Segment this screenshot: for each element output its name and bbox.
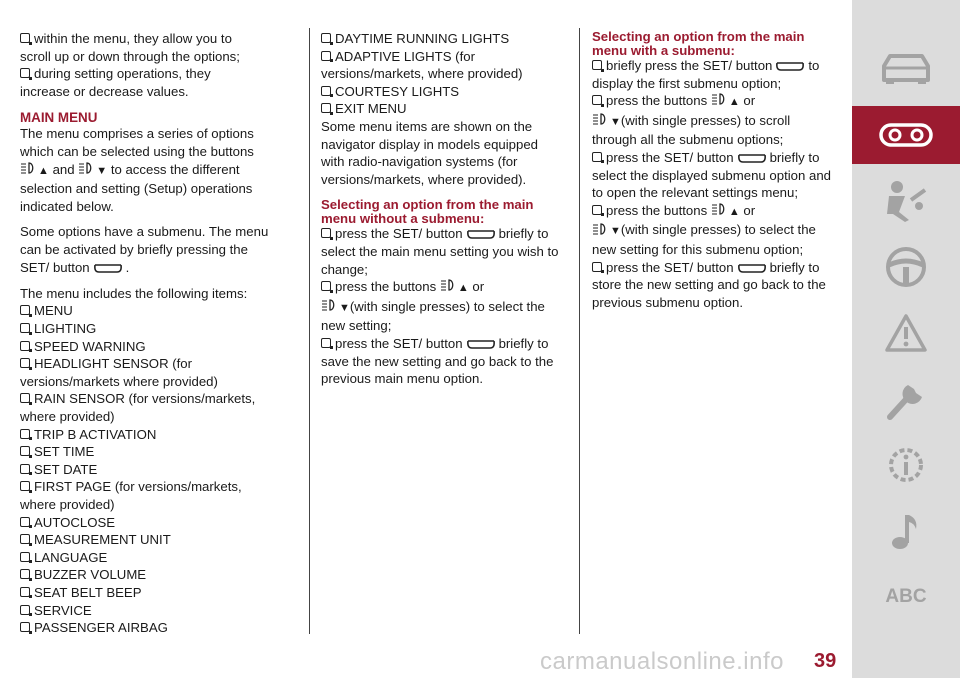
car-icon[interactable] bbox=[852, 40, 960, 98]
bullet-square-icon bbox=[321, 103, 331, 113]
paragraph: The menu includes the following items: bbox=[20, 285, 248, 301]
warning-icon[interactable] bbox=[852, 304, 960, 362]
menu-list-item: MEASUREMENT UNIT bbox=[20, 531, 303, 549]
menu-list-item: AUTOCLOSE bbox=[20, 514, 303, 532]
paragraph: Some options have a submenu. The menu can be activated by briefly pressing the SET/ button . bbox=[20, 223, 303, 277]
set-button-icon bbox=[90, 259, 126, 277]
chapter-sidebar bbox=[852, 0, 960, 678]
section-heading: MAIN MENU bbox=[20, 110, 98, 126]
bullet-square-icon bbox=[20, 68, 30, 78]
step: press the SET/ button briefly to bbox=[592, 149, 842, 167]
set-button-icon bbox=[466, 340, 496, 349]
menu-list-item: BUZZER VOLUME bbox=[20, 566, 303, 584]
up-arrow-icon: ▲ bbox=[457, 282, 469, 295]
bullet-square-icon bbox=[20, 517, 30, 527]
bullet-square-icon bbox=[20, 481, 30, 491]
bullet-square-icon bbox=[20, 305, 30, 315]
step: press the buttons ▲ or bbox=[321, 278, 566, 298]
section-heading: Selecting an option from the main bbox=[321, 197, 534, 213]
list-item-cont: versions/markets, where provided) bbox=[321, 66, 523, 82]
down-arrow-icon: ▼ bbox=[610, 115, 621, 128]
menu-list-item: PASSENGER AIRBAG bbox=[20, 619, 303, 637]
music-icon[interactable] bbox=[852, 502, 960, 560]
set-button-icon bbox=[466, 230, 496, 239]
index-abc-link[interactable]: ABC bbox=[885, 586, 927, 607]
bullet-square-icon bbox=[20, 534, 30, 544]
list-item: EXIT MENU bbox=[321, 100, 566, 118]
bullet-square-icon bbox=[20, 464, 30, 474]
menu-list-item: FIRST PAGE (for versions/markets, bbox=[20, 478, 303, 496]
menu-list-item: where provided) bbox=[20, 409, 115, 424]
paragraph: The menu comprises a series of options which can be selected using the buttons ▲ and ▼ to access the different selection and setting (Setup) operations indicated below. bbox=[20, 126, 254, 214]
bullet-square-icon bbox=[20, 569, 30, 579]
bullet-square-icon bbox=[20, 33, 30, 43]
dimmer-icon bbox=[711, 202, 729, 221]
list-item: COURTESY LIGHTS bbox=[321, 83, 566, 101]
bullet-square-icon bbox=[20, 552, 30, 562]
column-divider bbox=[579, 28, 580, 634]
menu-list-item: TRIP B ACTIVATION bbox=[20, 426, 303, 444]
list-item: DAYTIME RUNNING LIGHTS bbox=[321, 30, 566, 48]
section-heading: menu without a submenu: bbox=[321, 210, 485, 226]
bullet-square-icon bbox=[321, 51, 331, 61]
menu-list-item: versions/markets where provided) bbox=[20, 373, 218, 389]
bullet-square-icon bbox=[321, 281, 331, 291]
bullet-square-icon bbox=[592, 205, 602, 215]
menu-list-item: SET TIME bbox=[20, 443, 303, 461]
gear-info-icon[interactable] bbox=[852, 436, 960, 494]
text-line: scroll up or down through the options; bbox=[20, 48, 240, 64]
dimmer-icon bbox=[592, 112, 610, 131]
dashboard-icon[interactable] bbox=[852, 106, 960, 164]
bullet-square-icon bbox=[20, 341, 30, 351]
step: press the SET/ button briefly to bbox=[321, 335, 566, 353]
up-arrow-icon: ▲ bbox=[728, 96, 740, 109]
step: press the SET/ button briefly to bbox=[592, 259, 842, 277]
bullet-line: within the menu, they allow you to bbox=[20, 30, 303, 48]
menu-list-item: SET DATE bbox=[20, 461, 303, 479]
set-button-icon bbox=[775, 62, 805, 71]
menu-list-item: SEAT BELT BEEP bbox=[20, 584, 303, 602]
paragraph: Some menu items are shown on the navigator display in models equipped with radio-navigation systems (for versions/markets, where provided). bbox=[321, 118, 539, 187]
section-heading: menu with a submenu: bbox=[592, 42, 735, 58]
up-arrow-icon: ▲ bbox=[728, 205, 740, 218]
dimmer-icon bbox=[440, 278, 458, 297]
step: press the buttons ▲ or bbox=[592, 202, 842, 222]
bullet-square-icon bbox=[592, 152, 602, 162]
dimmer-icon bbox=[20, 161, 38, 180]
bullet-square-icon bbox=[20, 323, 30, 333]
set-button-icon bbox=[737, 264, 767, 273]
bullet-line: during setting operations, they bbox=[20, 65, 303, 83]
section-heading: Selecting an option from the main bbox=[592, 29, 805, 44]
dimmer-icon bbox=[711, 92, 729, 111]
column-2: DAYTIME RUNNING LIGHTS ADAPTIVE LIGHTS (for versions/markets, where provided) COURTESY LIGHTS EXIT MENU Some menu items are shown on the navigator display in models equipped with radio-navigation systems (for versions/markets, where provided). Selecting an option from the main menu without a submenu: press the SET/ button briefly to select the main menu setting you wish to change; press the buttons ▲ or ▼(with single presses) to select the new setting; press the SET/ button briefly to save the new setting and go back to the previous main menu option. bbox=[321, 30, 566, 388]
wrench-icon[interactable] bbox=[852, 370, 960, 428]
menu-list-item: MENU bbox=[20, 302, 303, 320]
bullet-square-icon bbox=[321, 86, 331, 96]
bullet-square-icon bbox=[321, 33, 331, 43]
down-arrow-icon: ▼ bbox=[96, 164, 108, 177]
bullet-square-icon bbox=[592, 262, 602, 272]
page-number: 39 bbox=[814, 650, 837, 672]
menu-list-item: LIGHTING bbox=[20, 320, 303, 338]
dimmer-icon bbox=[592, 222, 610, 241]
bullet-square-icon bbox=[592, 60, 602, 70]
step: press the buttons ▲ or bbox=[592, 92, 842, 112]
bullet-square-icon bbox=[20, 429, 30, 439]
bullet-square-icon bbox=[592, 95, 602, 105]
bullet-square-icon bbox=[20, 622, 30, 632]
menu-item-list bbox=[20, 302, 303, 636]
watermark: carmanualsonline.info bbox=[540, 648, 784, 675]
text-line: increase or decrease values. bbox=[20, 83, 189, 99]
down-arrow-icon: ▼ bbox=[339, 301, 350, 314]
steering-wheel-icon[interactable] bbox=[852, 238, 960, 296]
column-1 bbox=[20, 30, 303, 637]
bullet-square-icon bbox=[20, 587, 30, 597]
menu-list-item: RAIN SENSOR (for versions/markets, bbox=[20, 390, 303, 408]
bullet-square-icon bbox=[321, 338, 331, 348]
list-item: ADAPTIVE LIGHTS (for bbox=[321, 48, 566, 66]
set-button-icon bbox=[737, 154, 767, 163]
menu-list-item: where provided) bbox=[20, 496, 115, 512]
dimmer-icon bbox=[78, 161, 96, 180]
down-arrow-icon: ▼ bbox=[610, 225, 621, 238]
up-arrow-icon: ▲ bbox=[38, 164, 49, 177]
column-3: Selecting an option from the main menu with a submenu: briefly press the SET/ button to display the first submenu option; press the buttons ▲ or ▼(with single presses) to scroll through all the submenu options; press the SET/ button briefly to select the displayed submenu option and to open the relevant settings menu; press the buttons ▲ or ▼(with single presses) to select the new setting for this submenu option; press the SET/ button briefly to store the new setting and go back to the previous submenu option. bbox=[592, 30, 842, 311]
bullet-square-icon bbox=[321, 228, 331, 238]
step: press the SET/ button briefly to bbox=[321, 225, 566, 243]
step: briefly press the SET/ button to bbox=[592, 57, 842, 75]
dimmer-icon bbox=[321, 298, 339, 317]
bullet-square-icon bbox=[20, 446, 30, 456]
column-divider bbox=[309, 28, 310, 634]
bullet-square-icon bbox=[20, 393, 30, 403]
menu-list-item: SPEED WARNING bbox=[20, 338, 303, 356]
safety-icon[interactable] bbox=[852, 172, 960, 230]
bullet-square-icon bbox=[20, 605, 30, 615]
menu-list-item: LANGUAGE bbox=[20, 549, 303, 567]
menu-list-item: SERVICE bbox=[20, 602, 303, 620]
menu-list-item: HEADLIGHT SENSOR (for bbox=[20, 355, 303, 373]
bullet-square-icon bbox=[20, 358, 30, 368]
